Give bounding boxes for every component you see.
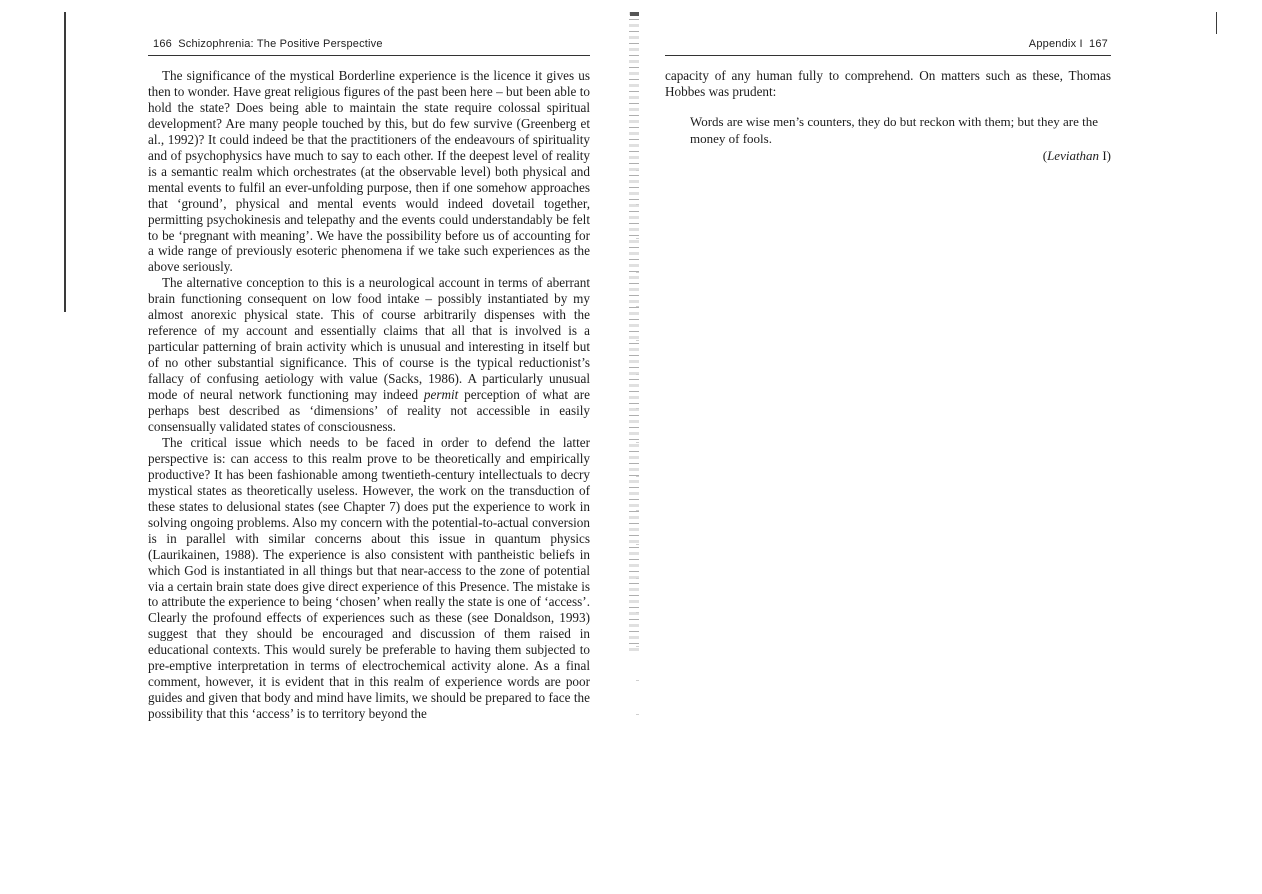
page-number: 166	[153, 38, 172, 50]
body-text	[665, 68, 1111, 164]
paragraph-text: perception of what are perhaps best described as ‘dimensions’ of reality not accessible in easily consensually validated states of consciousness.	[148, 387, 591, 434]
header-rule	[665, 55, 1111, 56]
paragraph: The critical issue which needs to be faced in order to defend the latter perspective is: can access to this realm prove to be theoretically and empirically productive? It has been fashionable among twentieth-century intellectuals to decry mystical states as theoretically useless. However, the work on the transduction of these states to delusional states (see Chapter 7) does put the experience to work in solving ongoing problems. Also my concern with the potential-to-actual conversion is in parallel with similar concerns about this issue in quantum physics (Laurikainen, 1988). The experience is also consistent with pantheistic beliefs in which God is instantiated in all things but that near-access to the zone of potential via a certain brain state does give direct experience of this Presence. The mistake is to attribute the experience to being ‘chosen’ when really the state is one of ‘access’. Clearly the profound effects of experiences such as these (see Donaldson, 1993) suggest that they should be encouraged and discussion of them raised in educational contexts. This would surely be preferable to having them subjected to pre-emptive interpretation in terms of electrochemical activity alone. As a final comment, however, it is evident that in this realm of experience words are poor guides and given that body and mind have limits, we should be prepared to face the possibility that this ‘access’ is to territory beyond the	[148, 434, 590, 722]
paragraph: capacity of any human fully to comprehend. On matters such as these, Thomas Hobbes was prudent:	[665, 68, 1111, 99]
cited-work-title: Leviathan	[1047, 148, 1100, 163]
quote-attribution: (Leviathan I)	[1042, 148, 1111, 163]
header-rule	[148, 55, 590, 56]
paragraph: The significance of the mystical Borderline experience is the licence it gives us then to wonder. Have great religious figures of the past been here – but been able to hold the state? Does being able to maintain the state require colossal spiritual development? Are many people touched by this, but do few survive (Greenberg et al., 1992)? It could indeed be that the practitioners of the endeavours of spirituality and of psychophysics have much to say to each other. If the deepest level of reality is a semantic realm which orchestrates (at the observable level) both physical and mental events to fulfil an ever-unfolding purpose, then if one somehow approaches that ‘ground’, physical and mental events would indeed dovetail together, permitting psychokinesis and telepathy and the events could understandably be felt to be ‘pregnant with meaning’. We have the possibility before us of accounting for a wide range of previously esoteric phenomena if we take such experiences as the above seriously.	[148, 68, 590, 275]
running-head-title: Schizophrenia: The Positive Perspective	[178, 38, 383, 50]
italic-emphasis: permit	[423, 387, 459, 403]
left-page	[0, 0, 630, 894]
running-head-right	[1029, 38, 1111, 50]
quote-text: Words are wise men’s counters, they do but reckon with them; but they are the money of fools.	[690, 114, 1098, 146]
running-head-left	[150, 38, 383, 50]
page-number: 167	[1089, 38, 1108, 50]
paragraph-text: The alternative conception to this is a neurological account in terms of aberrant brain functioning consequent on low food intake – possibly instantiated by my almost anorexic physical state. This of course arbitrarily dispenses with the reference of my account and essentially claims that all that is involved is a particular patterning of brain activity which is unusual and interesting in itself but of no other substantial significance. This of course is the typical reductionist’s fallacy of confusing aetiology with value (Sacks, 1986). A particularly unusual mode of neural network functioning may indeed	[148, 275, 590, 403]
running-head-title: Appendix I	[1028, 38, 1083, 50]
right-page	[630, 0, 1262, 894]
body-text	[148, 68, 590, 722]
paragraph	[148, 275, 590, 435]
block-quote	[690, 113, 1111, 164]
